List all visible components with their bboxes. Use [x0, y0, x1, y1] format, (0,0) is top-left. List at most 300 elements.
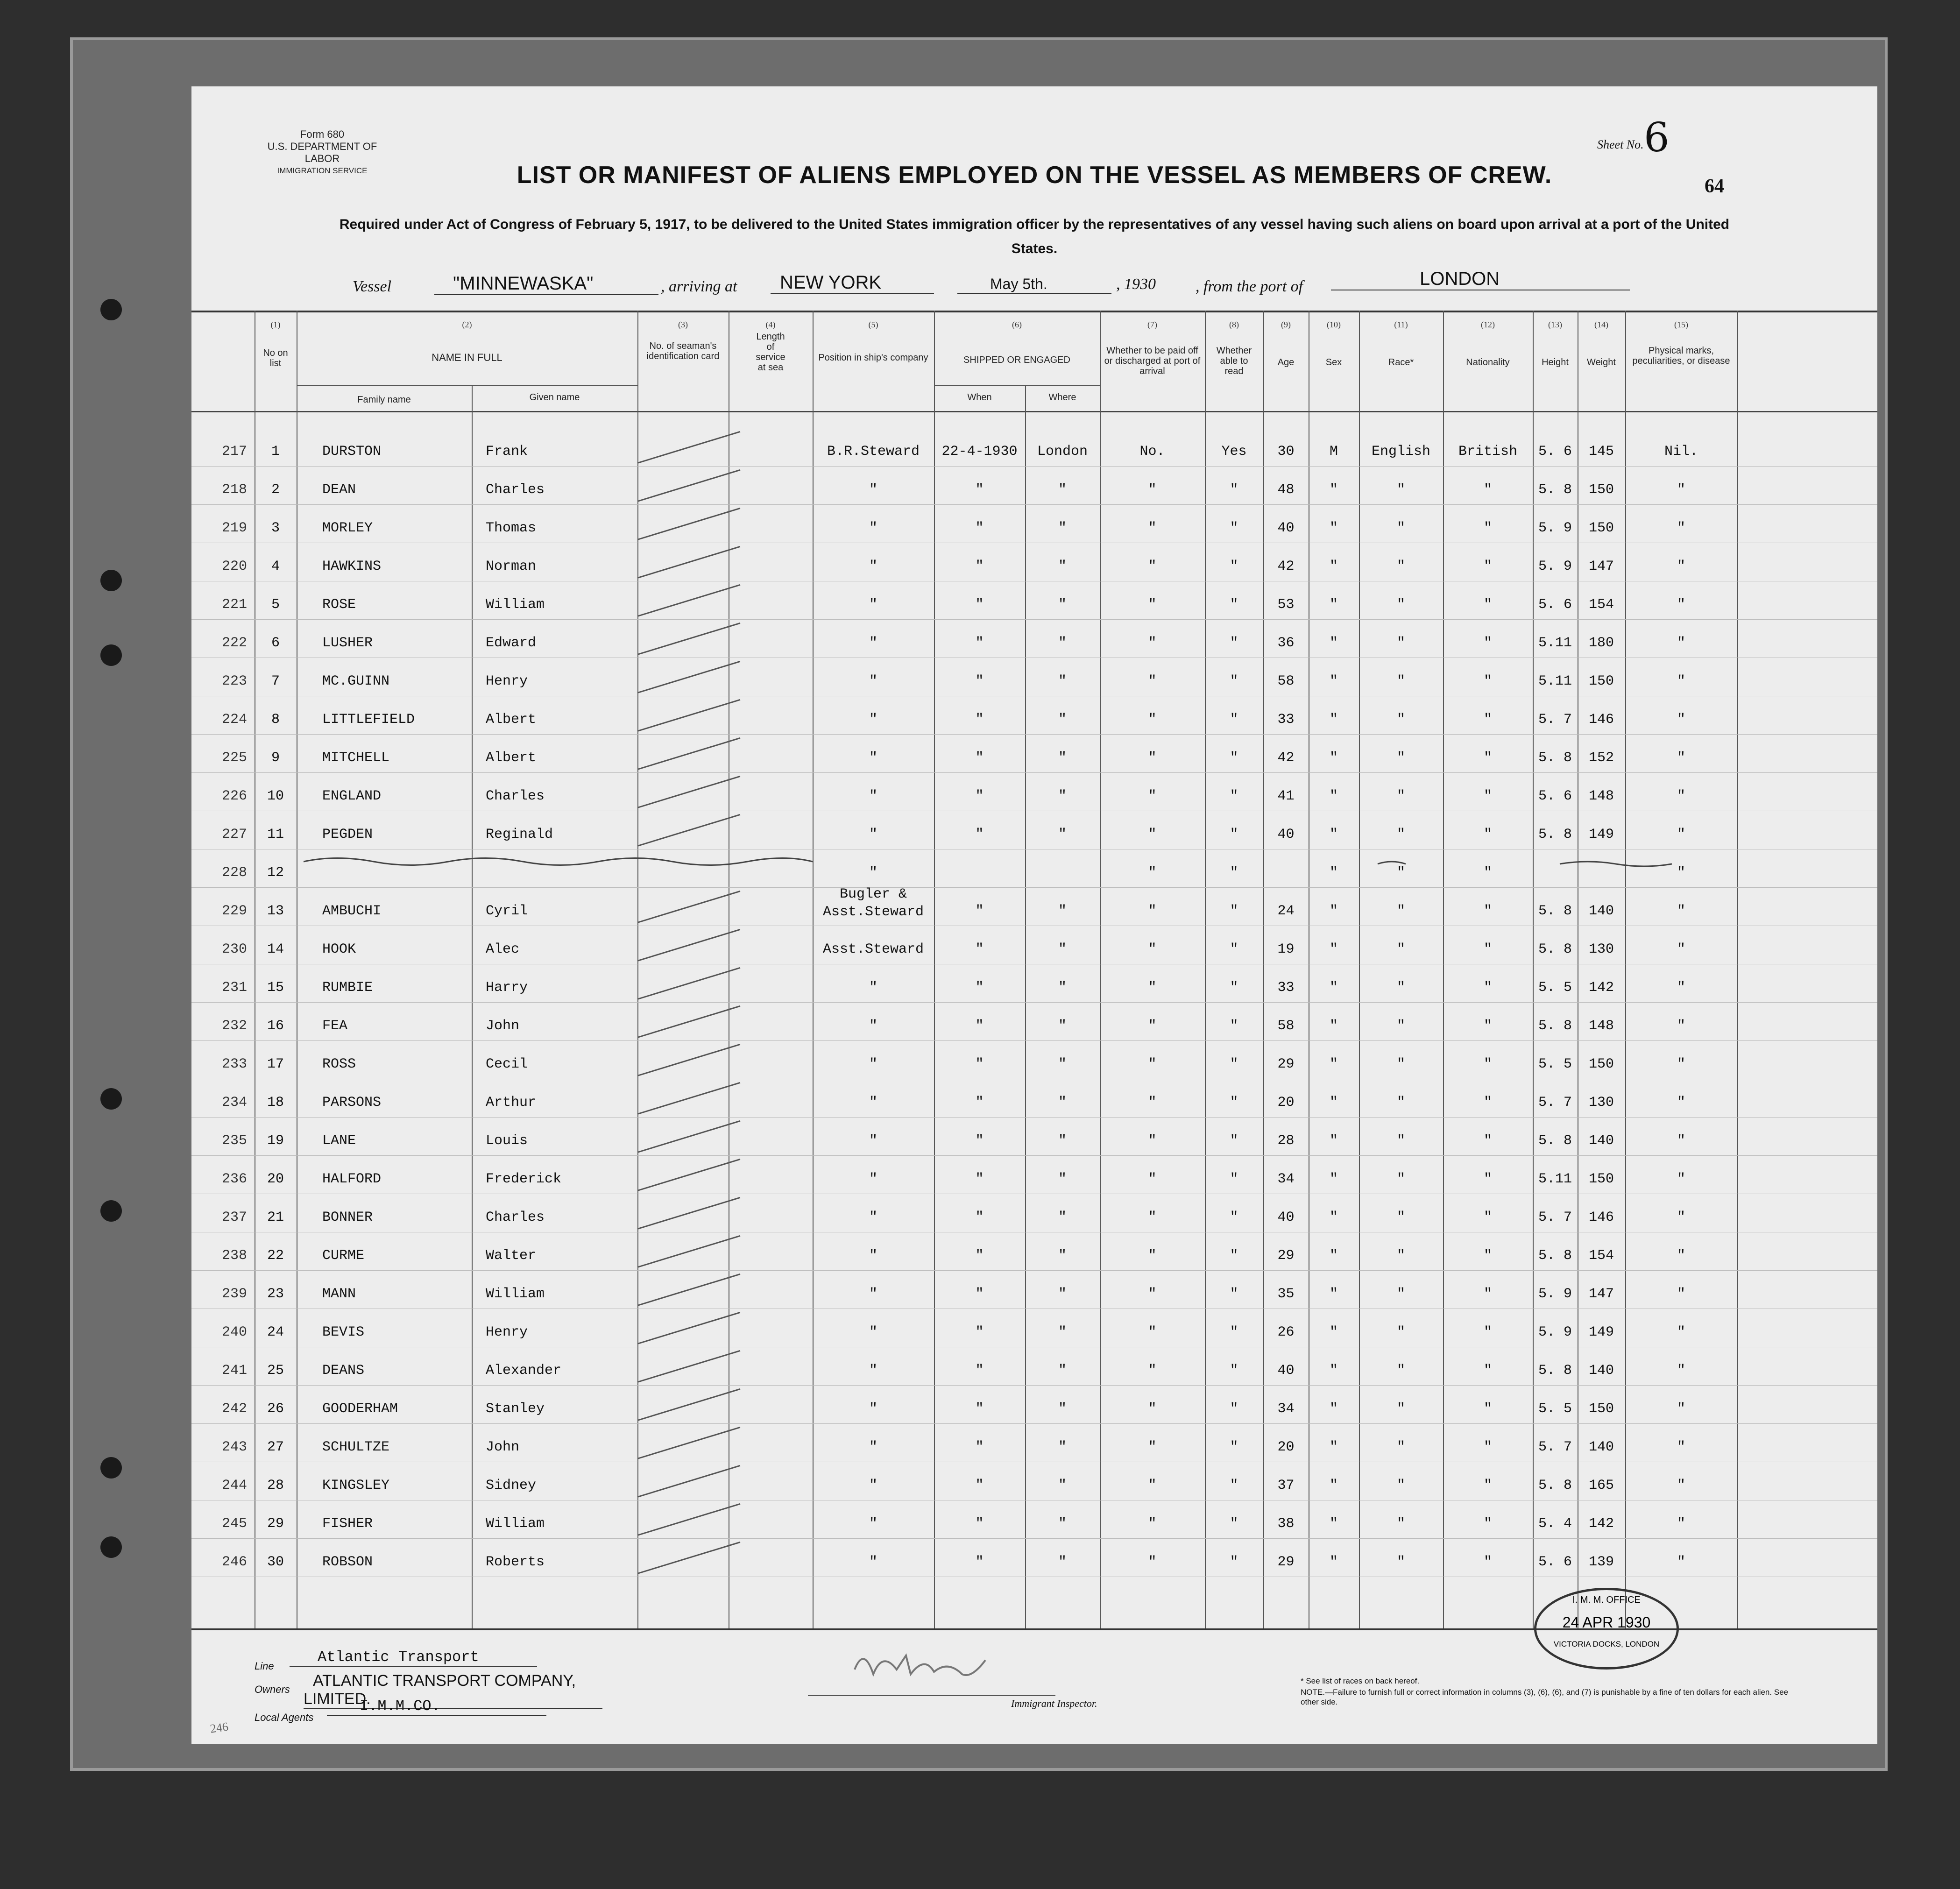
cell-family-name: SCHULTZE [322, 1439, 390, 1455]
cell-able-to-read: " [1230, 1171, 1238, 1187]
cell-age: 30 [1277, 444, 1295, 460]
cell-weight: 152 [1588, 750, 1614, 766]
sequence-number: 243 [222, 1439, 248, 1455]
year-prefix: , 19 [1116, 276, 1140, 293]
name-subheader-line [297, 385, 637, 386]
cell-height: 5. 9 [1538, 559, 1572, 574]
cell-given-name: Stanley [486, 1401, 545, 1417]
cell-paid-off: " [1148, 1286, 1157, 1302]
cell-family-name: HOOK [322, 941, 356, 957]
cell-row-number: 22 [267, 1248, 284, 1264]
cell-physical-marks: " [1677, 1554, 1685, 1570]
cell-nationality: " [1483, 1363, 1492, 1379]
cell-paid-off: " [1148, 1210, 1157, 1225]
cell-age: 42 [1277, 559, 1295, 574]
cell-sex: " [1329, 1324, 1338, 1340]
id-card-check-mark [637, 1273, 741, 1306]
cell-height: 5.11 [1538, 673, 1572, 689]
sequence-number: 227 [222, 827, 248, 842]
cell-able-to-read: " [1230, 750, 1238, 766]
cell-sex: " [1329, 788, 1338, 804]
col12-number: (12) [1481, 320, 1495, 329]
id-card-check-mark [637, 469, 741, 502]
cell-height: 5. 8 [1538, 827, 1572, 842]
cell-able-to-read: " [1230, 865, 1238, 881]
cell-height: 5. 9 [1538, 1324, 1572, 1340]
cell-weight: 142 [1588, 980, 1614, 996]
column-divider [813, 311, 814, 1628]
cell-weight: 154 [1588, 1248, 1614, 1264]
cell-age: 19 [1277, 941, 1295, 957]
cell-weight: 150 [1588, 1056, 1614, 1072]
cell-nationality: " [1483, 520, 1492, 536]
cell-able-to-read: " [1230, 597, 1238, 613]
id-card-check-mark [637, 1082, 741, 1115]
cell-weight: 139 [1588, 1554, 1614, 1570]
cell-weight: 140 [1588, 903, 1614, 919]
cell-given-name: William [486, 597, 545, 613]
row-rule [191, 466, 1877, 467]
stamp-date: 24 APR 1930 [1562, 1614, 1651, 1631]
cell-family-name: ROBSON [322, 1554, 373, 1570]
cell-paid-off: " [1148, 827, 1157, 842]
cell-row-number: 24 [267, 1324, 284, 1340]
cell-age: 40 [1277, 1363, 1295, 1379]
cell-able-to-read: " [1230, 1018, 1238, 1034]
column-divider [1205, 311, 1206, 1628]
cell-able-to-read: " [1230, 827, 1238, 842]
id-card-check-mark [637, 661, 741, 693]
column-divider [1625, 311, 1626, 1628]
cell-race: " [1396, 1171, 1405, 1187]
cell-given-name: Henry [486, 1324, 528, 1340]
punch-hole [100, 570, 122, 591]
sequence-number: 225 [222, 750, 248, 766]
cell-position: " [869, 597, 877, 613]
cell-physical-marks: " [1677, 788, 1685, 804]
sequence-number: 234 [222, 1095, 248, 1111]
cell-age: 42 [1277, 750, 1295, 766]
arrival-port: NEW YORK [780, 272, 882, 293]
cell-shipped-where: " [1058, 1095, 1067, 1111]
cell-height: 5. 8 [1538, 1363, 1572, 1379]
cell-shipped-where: " [1058, 1324, 1067, 1340]
cell-able-to-read: " [1230, 1248, 1238, 1264]
cell-sex: " [1329, 520, 1338, 536]
cell-sex: " [1329, 482, 1338, 498]
cell-position: " [869, 1018, 877, 1034]
cell-age: 35 [1277, 1286, 1295, 1302]
cell-shipped-where: " [1058, 520, 1067, 536]
cell-family-name: FEA [322, 1018, 348, 1034]
cell-age: 24 [1277, 903, 1295, 919]
cell-shipped-where: " [1058, 1439, 1067, 1455]
cell-row-number: 8 [271, 712, 280, 728]
cell-given-name: Reginald [486, 827, 553, 842]
cell-paid-off: " [1148, 1018, 1157, 1034]
cell-given-name: Charles [486, 482, 545, 498]
shipped-subheader-line [934, 385, 1100, 386]
col1-number: (1) [270, 320, 281, 329]
cell-weight: 140 [1588, 1439, 1614, 1455]
col5-number: (5) [868, 320, 878, 329]
line-value: Atlantic Transport [318, 1648, 479, 1666]
stamp-bottom-text: VICTORIA DOCKS, LONDON [1553, 1640, 1660, 1648]
column-divider [934, 311, 935, 1628]
margin-note: 246 [209, 1719, 229, 1736]
row-rule [191, 504, 1877, 505]
id-card-check-mark [637, 1503, 741, 1536]
cell-age: 40 [1277, 1210, 1295, 1225]
cell-weight: 180 [1588, 635, 1614, 651]
cell-family-name: MITCHELL [322, 750, 390, 766]
cell-position: " [869, 559, 877, 574]
id-card-check-mark [637, 737, 741, 770]
cell-shipped-when: " [975, 1554, 984, 1570]
cell-weight: 149 [1588, 1324, 1614, 1340]
col4-header: Length of service at sea [756, 332, 785, 373]
cell-given-name: William [486, 1516, 545, 1532]
cell-able-to-read: " [1230, 1516, 1238, 1532]
cell-physical-marks: " [1677, 1324, 1685, 1340]
col3-number: (3) [678, 320, 688, 329]
cell-shipped-when: " [975, 1018, 984, 1034]
cell-given-name: John [486, 1439, 520, 1455]
cell-shipped-where: " [1058, 1363, 1067, 1379]
cell-age: 40 [1277, 827, 1295, 842]
cell-able-to-read: " [1230, 1324, 1238, 1340]
cell-paid-off: No. [1139, 444, 1165, 460]
cell-nationality: " [1483, 673, 1492, 689]
document-subtitle: Required under Act of Congress of February 5, 1917, to be delivered to the United States immigration officer by the representatives of any vessel having such aliens on board upon arrival at a port of the United States. [339, 217, 1730, 256]
vessel-label: Vessel [353, 278, 392, 295]
cell-shipped-when: " [975, 482, 984, 498]
cell-physical-marks: " [1677, 1363, 1685, 1379]
cell-shipped-when: " [975, 673, 984, 689]
manifest-sheet [191, 86, 1877, 1744]
cell-height: 5. 8 [1538, 750, 1572, 766]
cell-sex: " [1329, 559, 1338, 574]
form-service: IMMIGRATION SERVICE [277, 166, 368, 175]
strike-line [299, 852, 1700, 871]
cell-sex: " [1329, 1363, 1338, 1379]
penalty-note: NOTE.—Failure to furnish full or correct information in columns (3), (6), (6), and (7) is punishable by a fine of ten dollars for each alien. See other side. [1301, 1688, 1789, 1706]
row-rule [191, 734, 1877, 735]
cell-shipped-where: " [1058, 482, 1067, 498]
id-card-check-mark [637, 1465, 741, 1498]
sequence-number: 218 [222, 482, 248, 498]
col14-number: (14) [1594, 320, 1608, 329]
cell-race: " [1396, 673, 1405, 689]
cell-age: 34 [1277, 1171, 1295, 1187]
cell-position: " [869, 865, 877, 881]
cell-race: " [1396, 1018, 1405, 1034]
cell-row-number: 28 [267, 1478, 284, 1493]
cell-position: " [869, 1324, 877, 1340]
cell-paid-off: " [1148, 1363, 1157, 1379]
cell-physical-marks: " [1677, 1095, 1685, 1111]
cell-nationality: " [1483, 980, 1492, 996]
cell-race: " [1396, 980, 1405, 996]
cell-given-name: William [486, 1286, 545, 1302]
cell-shipped-when: " [975, 827, 984, 842]
cell-row-number: 17 [267, 1056, 284, 1072]
sequence-number: 230 [222, 941, 248, 957]
cell-paid-off: " [1148, 1439, 1157, 1455]
cell-shipped-when: " [975, 1286, 984, 1302]
cell-height: 5. 9 [1538, 520, 1572, 536]
cell-physical-marks: " [1677, 1478, 1685, 1493]
id-card-check-mark [637, 1159, 741, 1191]
col11-number: (11) [1394, 320, 1408, 329]
form-department: U.S. DEPARTMENT OF LABOR [267, 141, 377, 164]
cell-sex: " [1329, 980, 1338, 996]
cell-family-name: DEAN [322, 482, 356, 498]
cell-shipped-when: " [975, 1095, 984, 1111]
cell-row-number: 6 [271, 635, 280, 651]
cell-position: " [869, 980, 877, 996]
cell-shipped-where: " [1058, 1401, 1067, 1417]
agents-label: Local Agents [255, 1712, 314, 1723]
cell-shipped-when: " [975, 520, 984, 536]
cell-position: " [869, 1171, 877, 1187]
cell-physical-marks: " [1677, 1248, 1685, 1264]
cell-paid-off: " [1148, 750, 1157, 766]
cell-paid-off: " [1148, 865, 1157, 881]
cell-family-name: LANE [322, 1133, 356, 1149]
cell-given-name: Frederick [486, 1171, 562, 1187]
cell-position: " [869, 1095, 877, 1111]
col10-number: (10) [1327, 320, 1341, 329]
row-rule [191, 1385, 1877, 1386]
cell-shipped-where: " [1058, 827, 1067, 842]
row-rule [191, 1155, 1877, 1156]
cell-given-name: Arthur [486, 1095, 537, 1111]
from-port: LONDON [1420, 269, 1500, 289]
cell-height: 5. 8 [1538, 482, 1572, 498]
column-divider [1359, 311, 1360, 1628]
cell-position: " [869, 1210, 877, 1225]
cell-shipped-when: " [975, 1133, 984, 1149]
cell-shipped-when: " [975, 941, 984, 957]
cell-row-number: 9 [271, 750, 280, 766]
cell-shipped-when: " [975, 635, 984, 651]
inspector-label: Immigrant Inspector. [1011, 1698, 1097, 1709]
cell-paid-off: " [1148, 520, 1157, 536]
sequence-number: 232 [222, 1018, 248, 1034]
owners-value: ATLANTIC TRANSPORT COMPANY, LIMITED. [304, 1672, 576, 1708]
cell-able-to-read: " [1230, 1286, 1238, 1302]
col6-number: (6) [1012, 320, 1022, 329]
cell-sex: " [1329, 1056, 1338, 1072]
cell-physical-marks: " [1677, 941, 1685, 957]
cell-nationality: " [1483, 1018, 1492, 1034]
cell-height: 5. 6 [1538, 444, 1572, 460]
cell-race: " [1396, 1478, 1405, 1493]
cell-paid-off: " [1148, 788, 1157, 804]
cell-height: 5.11 [1538, 1171, 1572, 1187]
cell-able-to-read: " [1230, 1401, 1238, 1417]
cell-given-name: Edward [486, 635, 537, 651]
cell-family-name: ROSE [322, 597, 356, 613]
column-divider [1737, 311, 1738, 1628]
sequence-number: 238 [222, 1248, 248, 1264]
cell-race: " [1396, 1324, 1405, 1340]
cell-able-to-read: " [1230, 482, 1238, 498]
sequence-number: 221 [222, 597, 248, 613]
cell-race: " [1396, 941, 1405, 957]
cell-given-name: Louis [486, 1133, 528, 1149]
cell-row-number: 20 [267, 1171, 284, 1187]
cell-height: 5. 8 [1538, 1248, 1572, 1264]
cell-age: 53 [1277, 597, 1295, 613]
sequence-number: 246 [222, 1554, 248, 1570]
cell-nationality: " [1483, 1554, 1492, 1570]
when-header: When [967, 392, 992, 403]
cell-height: 5. 5 [1538, 980, 1572, 996]
cell-height: 5. 7 [1538, 1095, 1572, 1111]
cell-shipped-where: " [1058, 980, 1067, 996]
cell-age: 29 [1277, 1554, 1295, 1570]
cell-row-number: 4 [271, 559, 280, 574]
col2-header: NAME IN FULL [432, 352, 502, 363]
cell-shipped-when: " [975, 903, 984, 919]
sequence-number: 241 [222, 1363, 248, 1379]
row-rule [191, 772, 1877, 773]
cell-sex: " [1329, 1401, 1338, 1417]
cell-nationality: " [1483, 788, 1492, 804]
cell-row-number: 10 [267, 788, 284, 804]
cell-shipped-where: " [1058, 1478, 1067, 1493]
date-field [957, 276, 1111, 294]
given-name-header: Given name [529, 392, 580, 403]
cell-physical-marks: " [1677, 903, 1685, 919]
cell-race: " [1396, 597, 1405, 613]
cell-position: Bugler & Asst.Steward [822, 886, 924, 920]
cell-paid-off: " [1148, 1401, 1157, 1417]
cell-race: " [1396, 1286, 1405, 1302]
cell-paid-off: " [1148, 712, 1157, 728]
from-label: , from the port of [1196, 278, 1303, 295]
cell-race: " [1396, 865, 1405, 881]
cell-given-name: Sidney [486, 1478, 537, 1493]
punch-hole [100, 299, 122, 320]
cell-weight: 130 [1588, 1095, 1614, 1111]
races-note: * See list of races on back hereof. [1301, 1677, 1420, 1685]
sequence-number: 239 [222, 1286, 248, 1302]
cell-family-name: MC.GUINN [322, 673, 390, 689]
id-card-check-mark [637, 508, 741, 540]
cell-nationality: " [1483, 1286, 1492, 1302]
cell-able-to-read: " [1230, 1095, 1238, 1111]
cell-position: " [869, 520, 877, 536]
cell-family-name: FISHER [322, 1516, 373, 1532]
form-number: Form 680 [300, 128, 345, 140]
col3-header: No. of seaman's identification card [646, 341, 720, 361]
cell-position: " [869, 482, 877, 498]
cell-shipped-where: " [1058, 750, 1067, 766]
cell-race: " [1396, 1516, 1405, 1532]
cell-height: 5. 8 [1538, 1478, 1572, 1493]
cell-able-to-read: " [1230, 788, 1238, 804]
cell-height: 5. 7 [1538, 712, 1572, 728]
id-card-check-mark [637, 967, 741, 1000]
sequence-number: 228 [222, 865, 248, 881]
cell-nationality: " [1483, 482, 1492, 498]
column-divider [1533, 311, 1534, 1628]
cell-row-number: 25 [267, 1363, 284, 1379]
row-rule [191, 1423, 1877, 1424]
col15-number: (15) [1674, 320, 1688, 329]
punch-hole [100, 1200, 122, 1222]
cell-age: 34 [1277, 1401, 1295, 1417]
vessel-name: "MINNEWASKA" [453, 273, 594, 294]
cell-able-to-read: Yes [1221, 444, 1247, 460]
cell-family-name: LITTLEFIELD [322, 712, 415, 728]
cell-physical-marks: " [1677, 482, 1685, 498]
cell-sex: " [1329, 597, 1338, 613]
cell-able-to-read: " [1230, 559, 1238, 574]
cell-able-to-read: " [1230, 520, 1238, 536]
cell-given-name: Frank [486, 444, 528, 460]
cell-shipped-where: " [1058, 673, 1067, 689]
col15-header: Physical marks, peculiarities, or disease [1632, 346, 1730, 366]
cell-paid-off: " [1148, 1095, 1157, 1111]
cell-able-to-read: " [1230, 1056, 1238, 1072]
cell-physical-marks: " [1677, 712, 1685, 728]
col13-header: Height [1542, 357, 1569, 368]
cell-able-to-read: " [1230, 635, 1238, 651]
punch-hole [100, 1457, 122, 1479]
header-separator [191, 411, 1877, 412]
cell-height: 5. 9 [1538, 1286, 1572, 1302]
col7-header: Whether to be paid off or discharged at port of arrival [1104, 346, 1201, 376]
row-rule [191, 1040, 1877, 1041]
cell-race: " [1396, 903, 1405, 919]
cell-nationality: " [1483, 865, 1492, 881]
col2-number: (2) [462, 320, 472, 329]
cell-sex: " [1329, 941, 1338, 957]
id-card-check-mark [637, 1427, 741, 1459]
cell-weight: 142 [1588, 1516, 1614, 1532]
cell-able-to-read: " [1230, 1439, 1238, 1455]
sequence-number: 236 [222, 1171, 248, 1187]
cell-physical-marks: " [1677, 1018, 1685, 1034]
cell-position: " [869, 788, 877, 804]
cell-position: " [869, 1363, 877, 1379]
cell-physical-marks: " [1677, 1133, 1685, 1149]
cell-position: " [869, 1554, 877, 1570]
cell-shipped-where: " [1058, 903, 1067, 919]
cell-sex: " [1329, 1171, 1338, 1187]
cell-paid-off: " [1148, 597, 1157, 613]
cell-shipped-where: London [1037, 444, 1088, 460]
cell-physical-marks: Nil. [1664, 444, 1698, 460]
cell-sex: " [1329, 673, 1338, 689]
id-card-check-mark [637, 1350, 741, 1383]
id-card-check-mark [637, 584, 741, 617]
id-card-check-mark [637, 1235, 741, 1268]
cell-family-name: KINGSLEY [322, 1478, 390, 1493]
cell-sex: " [1329, 1478, 1338, 1493]
cell-physical-marks: " [1677, 1286, 1685, 1302]
cell-shipped-where: " [1058, 1133, 1067, 1149]
cell-able-to-read: " [1230, 903, 1238, 919]
id-card-check-mark [637, 776, 741, 808]
cell-nationality: " [1483, 1516, 1492, 1532]
cell-race: " [1396, 520, 1405, 536]
cell-able-to-read: " [1230, 1478, 1238, 1493]
